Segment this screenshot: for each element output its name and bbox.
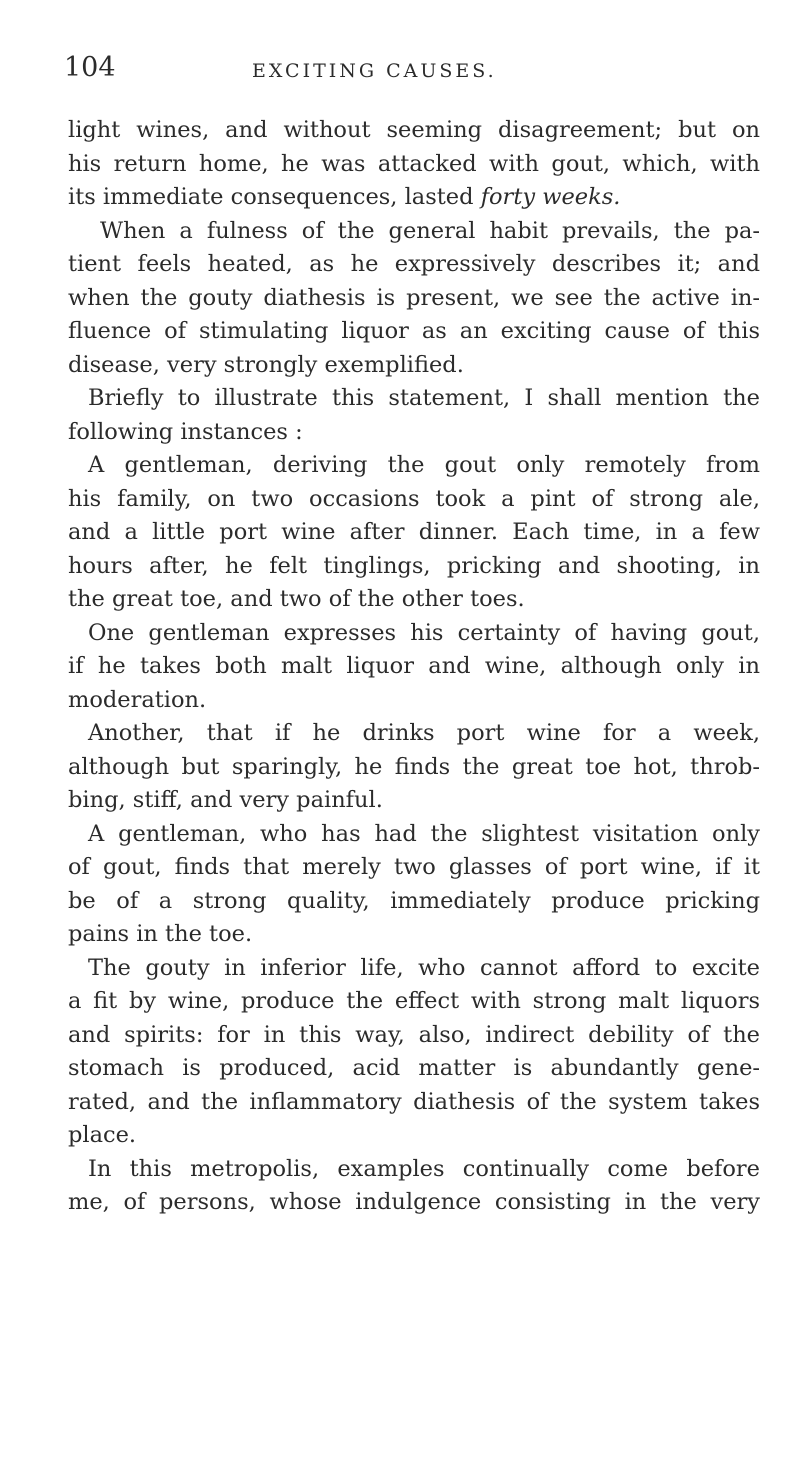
text-line: rated, and the inflammatory diathesis of the system takes — [68, 1088, 760, 1115]
text-line: the great toe, and two of the other toes. — [68, 586, 525, 612]
running-head: EXCITING CAUSES. — [252, 60, 497, 82]
paragraph-start-line: A gentleman, who has had the slightest visitation only — [88, 820, 760, 847]
text-line: bing, stiff, and very painful. — [68, 787, 383, 813]
text-line: if he takes both malt liquor and wine, although only in — [68, 653, 760, 679]
text-line: a fit by wine, produce the effect with strong malt liquors — [68, 988, 760, 1014]
paragraph-start-line: Another, that if he drinks port wine for a week, — [88, 720, 760, 746]
paragraph-start-line: One gentleman expresses his certainty of having gout, — [88, 619, 760, 646]
text-line: following instances : — [68, 418, 303, 445]
text-line: stomach is produced, acid matter is abundantly gene- — [68, 1055, 760, 1081]
text-line: place. — [68, 1122, 137, 1148]
text-line: and a little port wine after dinner. Each time, in a few — [68, 519, 760, 545]
text-line: his return home, he was attacked with gout, which, with — [68, 150, 760, 177]
paragraph-start-line: A gentleman, deriving the gout only remotely from — [88, 452, 760, 478]
body-text — [68, 114, 760, 1220]
text-line: hours after, he felt tinglings, pricking and shooting, in — [68, 552, 760, 579]
text-span: its immediate consequences, lasted — [68, 184, 474, 210]
text-line: pains in the toe. — [68, 921, 253, 947]
text-line: be of a strong quality, immediately produce pricking — [68, 887, 760, 914]
paragraph-start-line: The gouty in inferior life, who cannot afford to excite — [88, 954, 760, 981]
text-line: of gout, finds that merely two glasses of port wine, if it — [68, 854, 760, 880]
italic-phrase: forty weeks. — [480, 184, 621, 210]
text-line: fluence of stimulating liquor as an exciting cause of this — [68, 318, 760, 344]
text-line: when the gouty diathesis is present, we see the active in- — [68, 284, 760, 311]
text-line: disease, very strongly exemplified. — [68, 351, 464, 378]
paragraph-start-line: Briefly to illustrate this statement, I shall mention the — [88, 385, 760, 411]
text-line: his family, on two occasions took a pint of strong ale, — [68, 485, 760, 512]
paragraph-start-line: When a fulness of the general habit prevails, the pa- — [100, 217, 760, 244]
text-line — [68, 181, 760, 215]
paragraph-start-line: In this metropolis, examples continually come before — [88, 1155, 760, 1182]
text-line: me, of persons, whose indulgence consisting in the very — [68, 1189, 760, 1215]
text-line: tient feels heated, as he expressively describes it; and — [68, 251, 760, 277]
text-line: light wines, and without seeming disagreement; but on — [68, 117, 760, 143]
text-line: and spirits: for in this way, also, indirect debility of the — [68, 1021, 760, 1048]
page-number: 104 — [64, 52, 116, 83]
text-line: moderation. — [68, 686, 207, 713]
text-line: although but sparingly, he finds the great toe hot, throb- — [68, 753, 760, 780]
